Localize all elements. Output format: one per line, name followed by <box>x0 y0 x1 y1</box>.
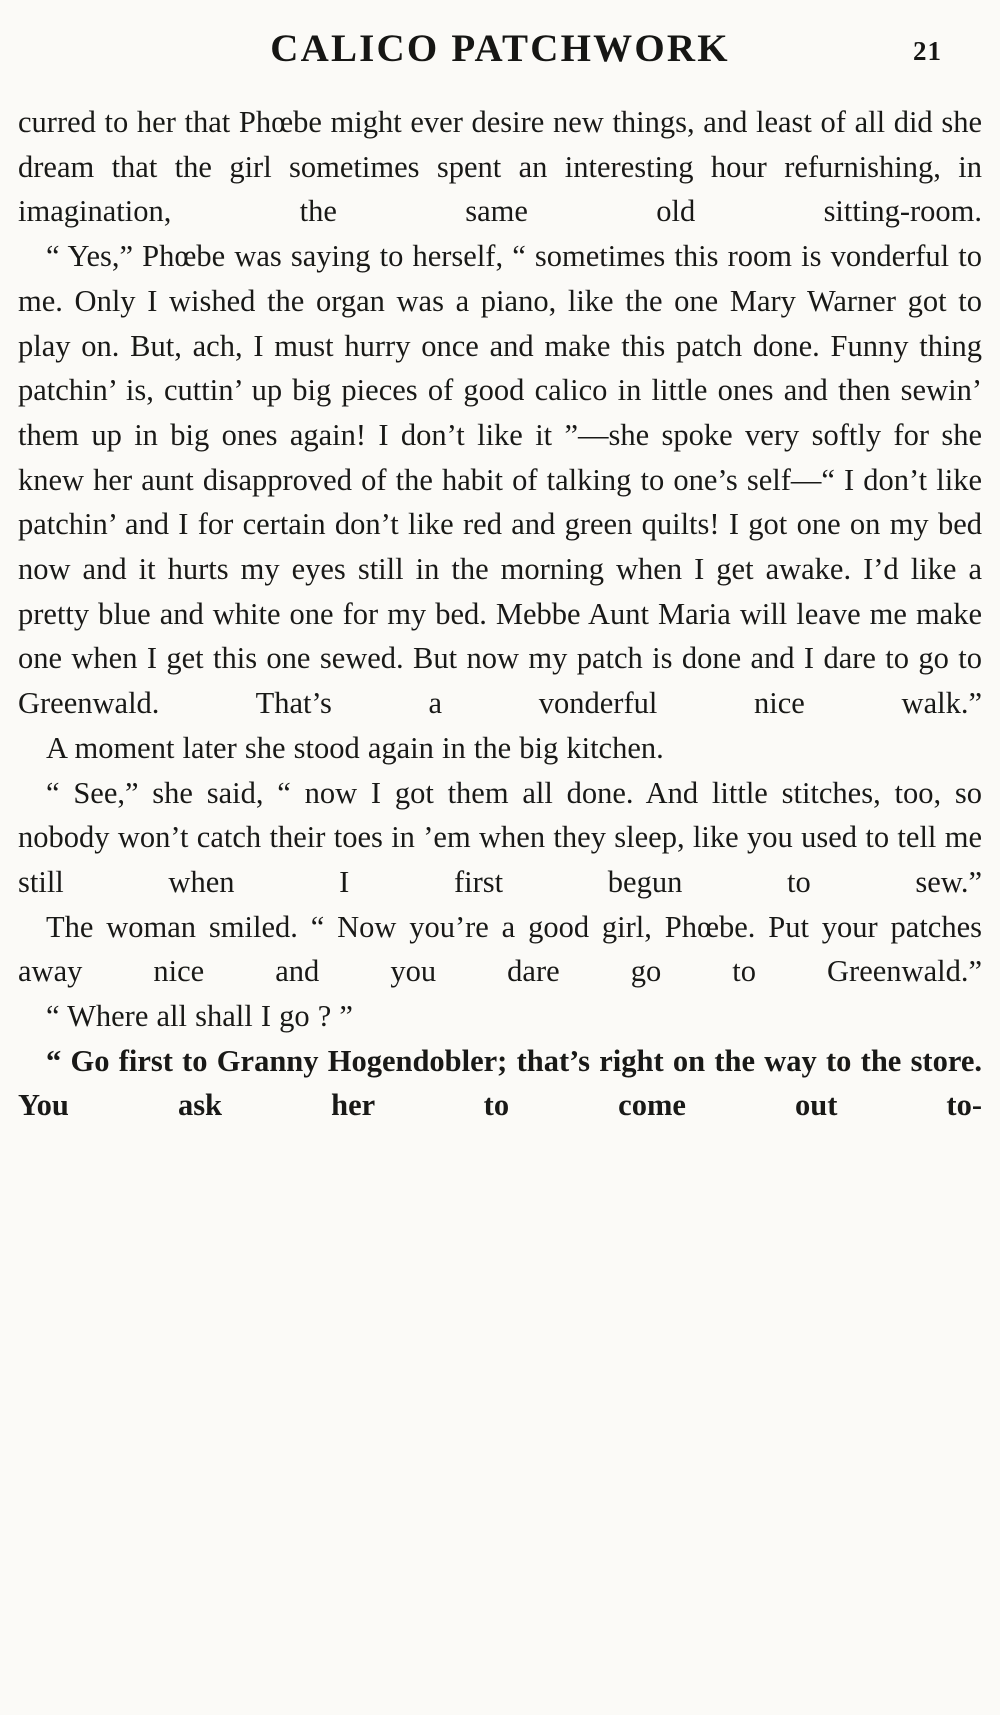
paragraph: “ Go first to Granny Hogendobler; that’s right on the way to the store. You ask her to come out to- <box>18 1043 982 1123</box>
paragraph: A moment later she stood again in the big kitchen. <box>46 730 664 765</box>
page-body <box>18 100 982 1128</box>
paragraph: “ Yes,” Phœbe was saying to herself, “ sometimes this room is vonderful to me. Only I wished the organ was a piano, like the one Mary Warner got to play on. But, ach, I must hurry once and make this patch done. Funny thing patchin’ is, cuttin’ up big pieces of good calico in little ones and then sewin’ them up in big ones again! I don’t like it ”—she spoke very softly for she knew her aunt disapproved of the habit of talking to one’s self—“ I don’t like patchin’ and I for certain don’t like red and green quilts! I got one on my bed now and it hurts my eyes still in the morning when I get awake. I’d like a pretty blue and white one for my bed. Mebbe Aunt Maria will leave me make one when I get this one sewed. But now my patch is done and I dare to go to Greenwald. That’s a vonderful nice walk.” <box>18 239 982 721</box>
paragraph: curred to her that Phœbe might ever desire new things, and least of all did she dream that the girl sometimes spent an interesting hour refurnishing, in imagination, the same old sitting-room. <box>18 105 982 229</box>
paragraph: “ Where all shall I go ? ” <box>46 999 353 1034</box>
page-header <box>0 26 1000 78</box>
paragraph: The woman smiled. “ Now you’re a good girl, Phœbe. Put your patches away nice and you dare go to Greenwald.” <box>18 909 982 989</box>
paragraph: “ See,” she said, “ now I got them all done. And little stitches, too, so nobody won’t catch their toes in ’em when they sleep, like you used to tell me still when I first begun to sew.” <box>18 775 982 899</box>
page-number: 21 <box>913 36 942 66</box>
running-head-title: CALICO PATCHWORK <box>270 27 730 70</box>
